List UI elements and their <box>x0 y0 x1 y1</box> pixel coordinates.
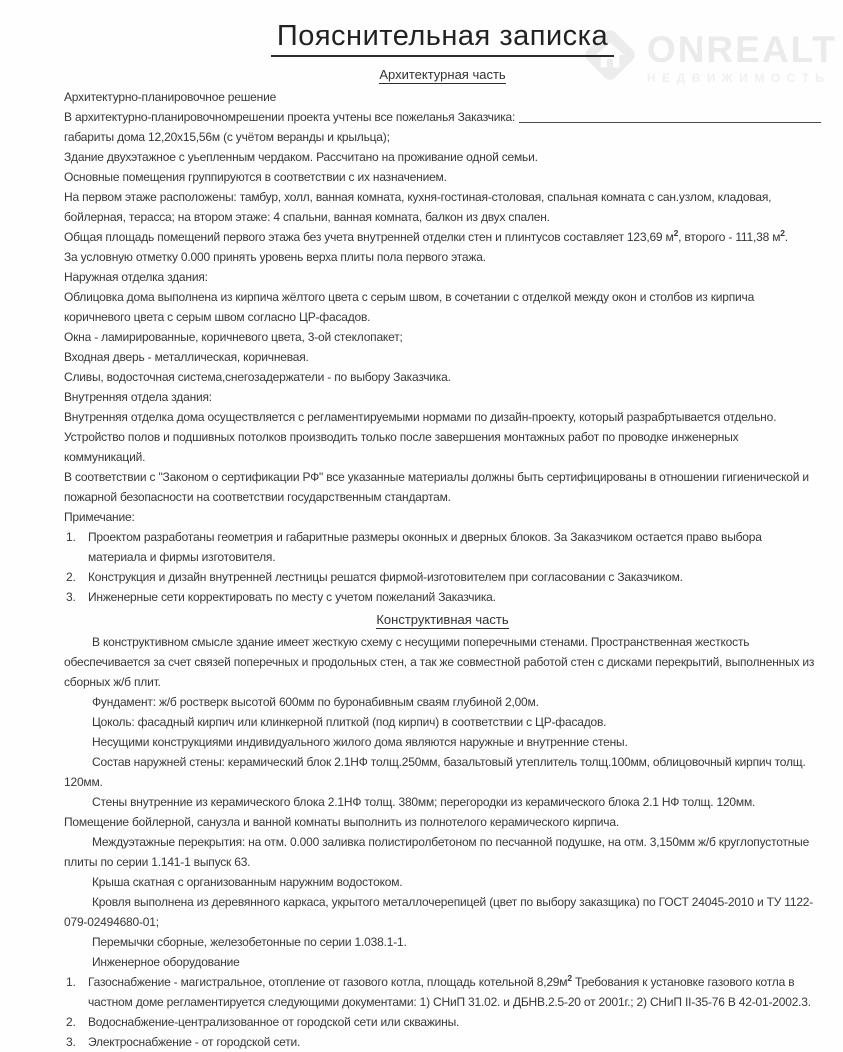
paragraph <box>64 107 821 127</box>
list-item: Инженерные сети корректировать по месту с учетом пожеланий Заказчика. <box>88 590 496 604</box>
paragraph: Сливы, водосточная система,снегозадержатели - по выбору Заказчика. <box>64 370 451 384</box>
blank-underline <box>519 107 821 123</box>
paragraph: Окна - ламирированные, коричневого цвета, 3-ой стеклопакет; <box>64 330 403 344</box>
paragraph: Здание двухэтажное с уьепленным чердаком. Рассчитано на проживание одной семьи. <box>64 150 538 164</box>
paragraph: Перемычки сборные, железобетонные по серии 1.038.1-1. <box>92 935 407 949</box>
paragraph: Состав наружней стены: керамический блок 2.1НФ толщ.250мм, базальтовый утеплитель толщ.100мм, облицовочный кирпич толщ. 120мм. <box>64 755 806 789</box>
paragraph: Внутренняя отдела здания: <box>64 390 212 404</box>
list-item: Водоснабжение-централизованное от городской сети или скважины. <box>88 1015 460 1029</box>
paragraph: В конструктивном смысле здание имеет жесткую схему с несущими поперечными стенами. Пространственная жесткость обеспечивается за счет связей поперечных и продольных стен, а так же совместной работой стен с дисками перекрытий, выполненных из сборных ж/б плит. <box>64 635 815 689</box>
paragraph: Общая площадь помещений первого этажа без учета внутренней отделки стен и плинтусов составляет 123,69 $м^2$, второго - 111,38 $м^2$. <box>64 228 788 244</box>
list-item: Конструкция и дизайн внутренней лестницы решатся фирмой-изготовителем при согласовании с Заказчиком. <box>88 570 683 584</box>
paragraph: Примечание: <box>64 510 135 524</box>
paragraph: Инженерное оборудование <box>92 955 240 969</box>
paragraph: Фундамент: ж/б ростверк высотой 600мм по буронабивным сваям глубиной 2,00м. <box>92 695 539 709</box>
paragraph: Архитектурно-планировочное решение <box>64 90 277 104</box>
paragraph: Входная дверь - металлическая, коричневая. <box>64 350 309 364</box>
section-heading-text: Архитектурная часть <box>379 67 506 82</box>
paragraph: В соответствии с "Законом о сертификации РФ" все указанные материалы должны быть сертифицированы в отношении гигиенической и пожарной безопасности на соответствии государственным стандартам. <box>64 470 809 504</box>
paragraph: Крыша скатная с организованным наружним водостоком. <box>92 875 403 889</box>
section-heading <box>64 612 821 627</box>
paragraph: габариты дома 12,20х15,56м (с учётом веранды и крыльца); <box>64 130 390 144</box>
superscript: 2 <box>567 973 572 983</box>
watermark-subtitle: НЕДВИЖИМОСТЬ <box>646 71 831 85</box>
section-heading <box>64 67 821 82</box>
paragraph: За условную отметку 0.000 принять уровень верха плиты пола первого этажа. <box>64 250 486 264</box>
paragraph: Наружная отделка здания: <box>64 270 208 284</box>
paragraph: На первом этаже расположены: тамбур, холл, ванная комната, кухня-гостиная-столовая, спальная комната с сан.узлом, кладовая, бойлерная, терасса; на втором этаже: 4 спальни, ванная комната, балкон из двух спален. <box>64 190 772 224</box>
page-title: Пояснительная записка <box>64 20 821 53</box>
paragraph: Внутренняя отделка дома осуществляется с регламентируемыми нормами по дизайн-проекту, который разрабртывается отдельно. <box>64 410 777 424</box>
section-heading-text: Конструктивная часть <box>376 612 509 627</box>
superscript: 2 <box>780 228 785 238</box>
paragraph: Облицовка дома выполнена из кирпича жёлтого цвета с серым швом, в сочетании с отделкой между окон и столбов из кирпича коричневого цвета с серым швом согласно ЦР-фасадов. <box>64 290 755 324</box>
list-item: Электроснабжение - от городской сети. <box>88 1035 301 1049</box>
paragraph: Междуэтажные перекрытия: на отм. 0.000 заливка полистиролбетоном по песчанной подушке, на отм. 3,150мм ж/б круглопустотные плиты по серии 1.141-1 выпуск 63. <box>64 835 810 869</box>
paragraph: Стены внутренние из керамического блока 2.1НФ толщ. 380мм; перегородки из керамического блока 2.1 НФ толщ. 120мм. Помещение бойлерной, санузла и ванной комнаты выполнить из полнотелого керамического кирпича. <box>64 795 756 829</box>
numbered-list <box>64 972 821 1052</box>
paragraph: Цоколь: фасадный кирпич или клинкерной плиткой (под кирпич) в соответствии с ЦР-фасадов. <box>92 715 607 729</box>
doc-body <box>64 67 821 1052</box>
paragraph: Основные помещения группируются в соответствии с их назначением. <box>64 170 447 184</box>
paragraph: Кровля выполнена из деревянного каркаса, укрытого металлочерепицей (цвет по выбору заказщика) по ГОСТ 24045-2010 и ТУ 1122-079-02494680-01; <box>64 895 814 929</box>
list-item: Проектом разработаны геометрия и габаритные размеры оконных и дверных блоков. За Заказчиком остается право выбора материала и фирмы изготовителя. <box>88 530 762 564</box>
list-item: Газоснабжение - магистральное, отопление от газового котла, площадь котельной $8,29м^2$ Требования к установке газового котла в частном доме регламентируется следующими документами: 1) СНиП 31.02. и ДБНВ.2.5-20 от 2001г.; 2) СНиП II-35-76 В 42-01-2002.3. <box>88 973 811 1009</box>
superscript: 2 <box>673 228 679 238</box>
paragraph: Устройство полов и подшивных потолков производить только после завершения монтажных работ по проводке инженерных коммуникаций. <box>64 430 739 464</box>
paragraph: Несущими конструкциями индивидуального жилого дома являются наружные и внутренние стены. <box>92 735 628 749</box>
paragraph-text: В архитектурно-планировочномрешении проекта учтены все пожеланья Заказчика: <box>64 110 516 124</box>
numbered-list <box>64 527 821 607</box>
watermark-brand: ONREALT <box>646 29 837 70</box>
